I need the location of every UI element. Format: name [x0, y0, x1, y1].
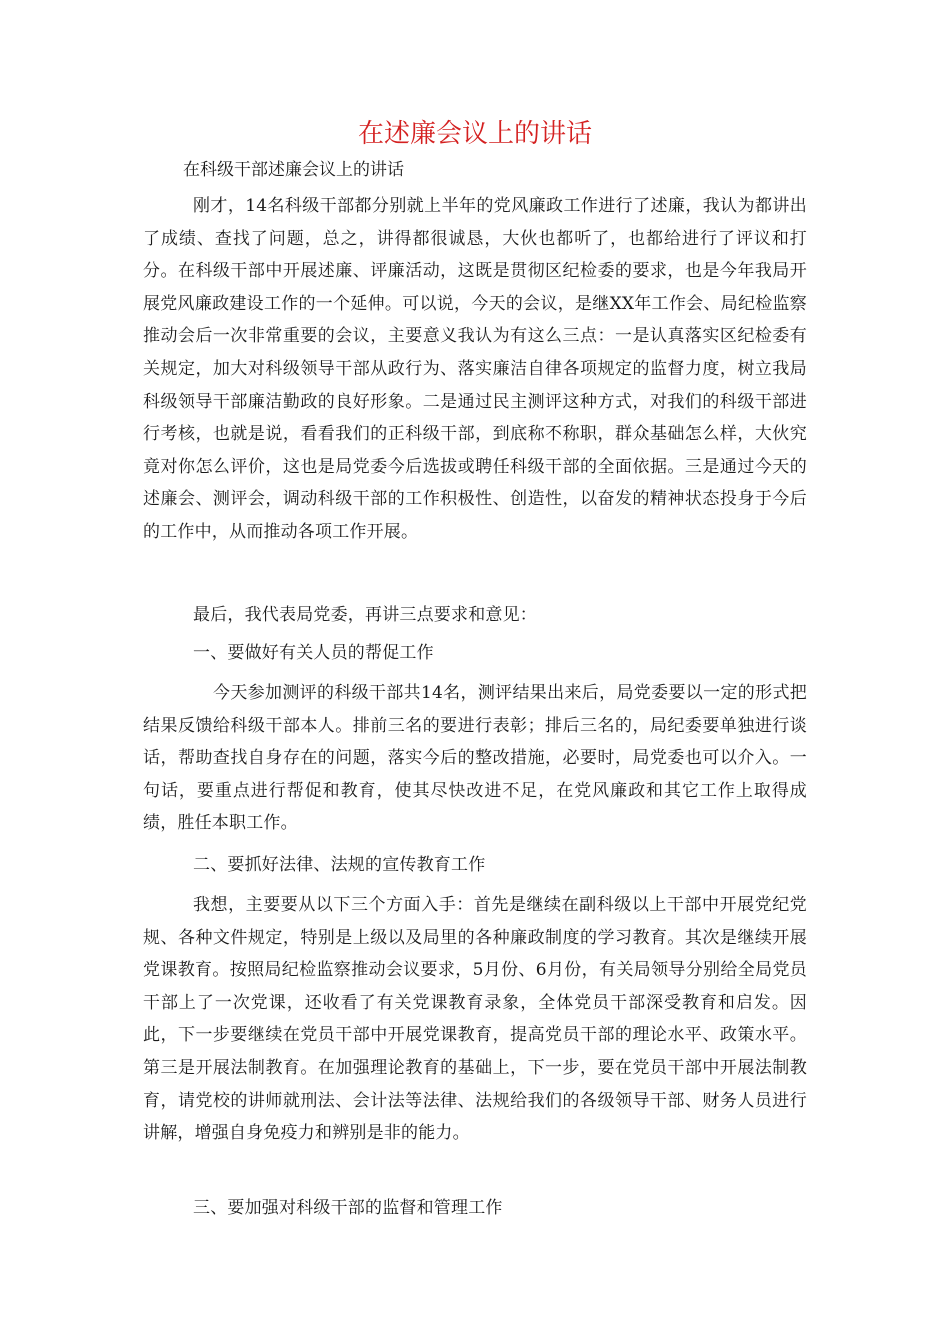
paragraph-requirements-intro: 最后，我代表局党委，再讲三点要求和意见： — [193, 605, 537, 625]
paragraph-section-1: 今天参加测评的科级干部共14名，测评结果出来后，局党委要以一定的形式把结果反馈给科级干部本人。排前三名的要进行表彰；排后三名的，局纪委要单独进行谈话，帮助查找自身存在的问题，落实今后的整改措施，必要时，局党委也可以介入。一句话，要重点进行帮促和教育，使其尽快改进不足，在党风廉政和其它工作上取得成绩，胜任本职工作。 — [143, 683, 807, 834]
document-subtitle: 在科级干部述廉会议上的讲话 — [183, 160, 404, 180]
document-title: 在述廉会议上的讲话 — [357, 119, 592, 149]
section-heading-3: 三、要加强对科级干部的监督和管理工作 — [193, 1198, 503, 1218]
paragraph-opening-remarks: 刚才，14名科级干部都分别就上半年的党风廉政工作进行了述廉，我认为都讲出了成绩、查找了问题，总之，讲得都很诚恳，大伙也都听了，也都给进行了评议和打分。在科级干部中开展述廉、评廉活动，这既是贯彻区纪检委的要求，也是今年我局开展党风廉政建设工作的一个延伸。可以说，今天的会议，是继XX年工作会、局纪检监察推动会后一次非常重要的会议，主要意义我认为有这么三点：一是认真落实区纪检委有关规定，加大对科级领导干部从政行为、落实廉洁自律各项规定的监督力度，树立我局科级领导干部廉洁勤政的良好形象。二是通过民主测评这种方式，对我们的科级干部进行考核，也就是说，看看我们的正科级干部，到底称不称职，群众基础怎么样，大伙究竟对你怎么评价，这也是局党委今后选拔或聘任科级干部的全面依据。三是通过今天的述廉会、测评会，调动科级干部的工作积极性、创造性，以奋发的精神状态投身于今后的工作中，从而推动各项工作开展。 — [143, 196, 807, 542]
section-heading-2: 二、要抓好法律、法规的宣传教育工作 — [193, 855, 486, 875]
section-heading-1: 一、要做好有关人员的帮促工作 — [193, 643, 434, 663]
paragraph-section-2: 我想，主要要从以下三个方面入手：首先是继续在副科级以上干部中开展党纪党规、各种文件规定，特别是上级以及局里的各种廉政制度的学习教育。其次是继续开展党课教育。按照局纪检监察推动会议要求，5月份、6月份，有关局领导分别给全局党员干部上了一次党课，还收看了有关党课教育录象，全体党员干部深受教育和启发。因此，下一步要继续在党员干部中开展党课教育，提高党员干部的理论水平、政策水平。第三是开展法制教育。在加强理论教育的基础上，下一步，要在党员干部中开展法制教育，请党校的讲师就刑法、会计法等法律、法规给我们的各级领导干部、财务人员进行讲解，增强自身免疫力和辨别是非的能力。 — [143, 895, 807, 1144]
